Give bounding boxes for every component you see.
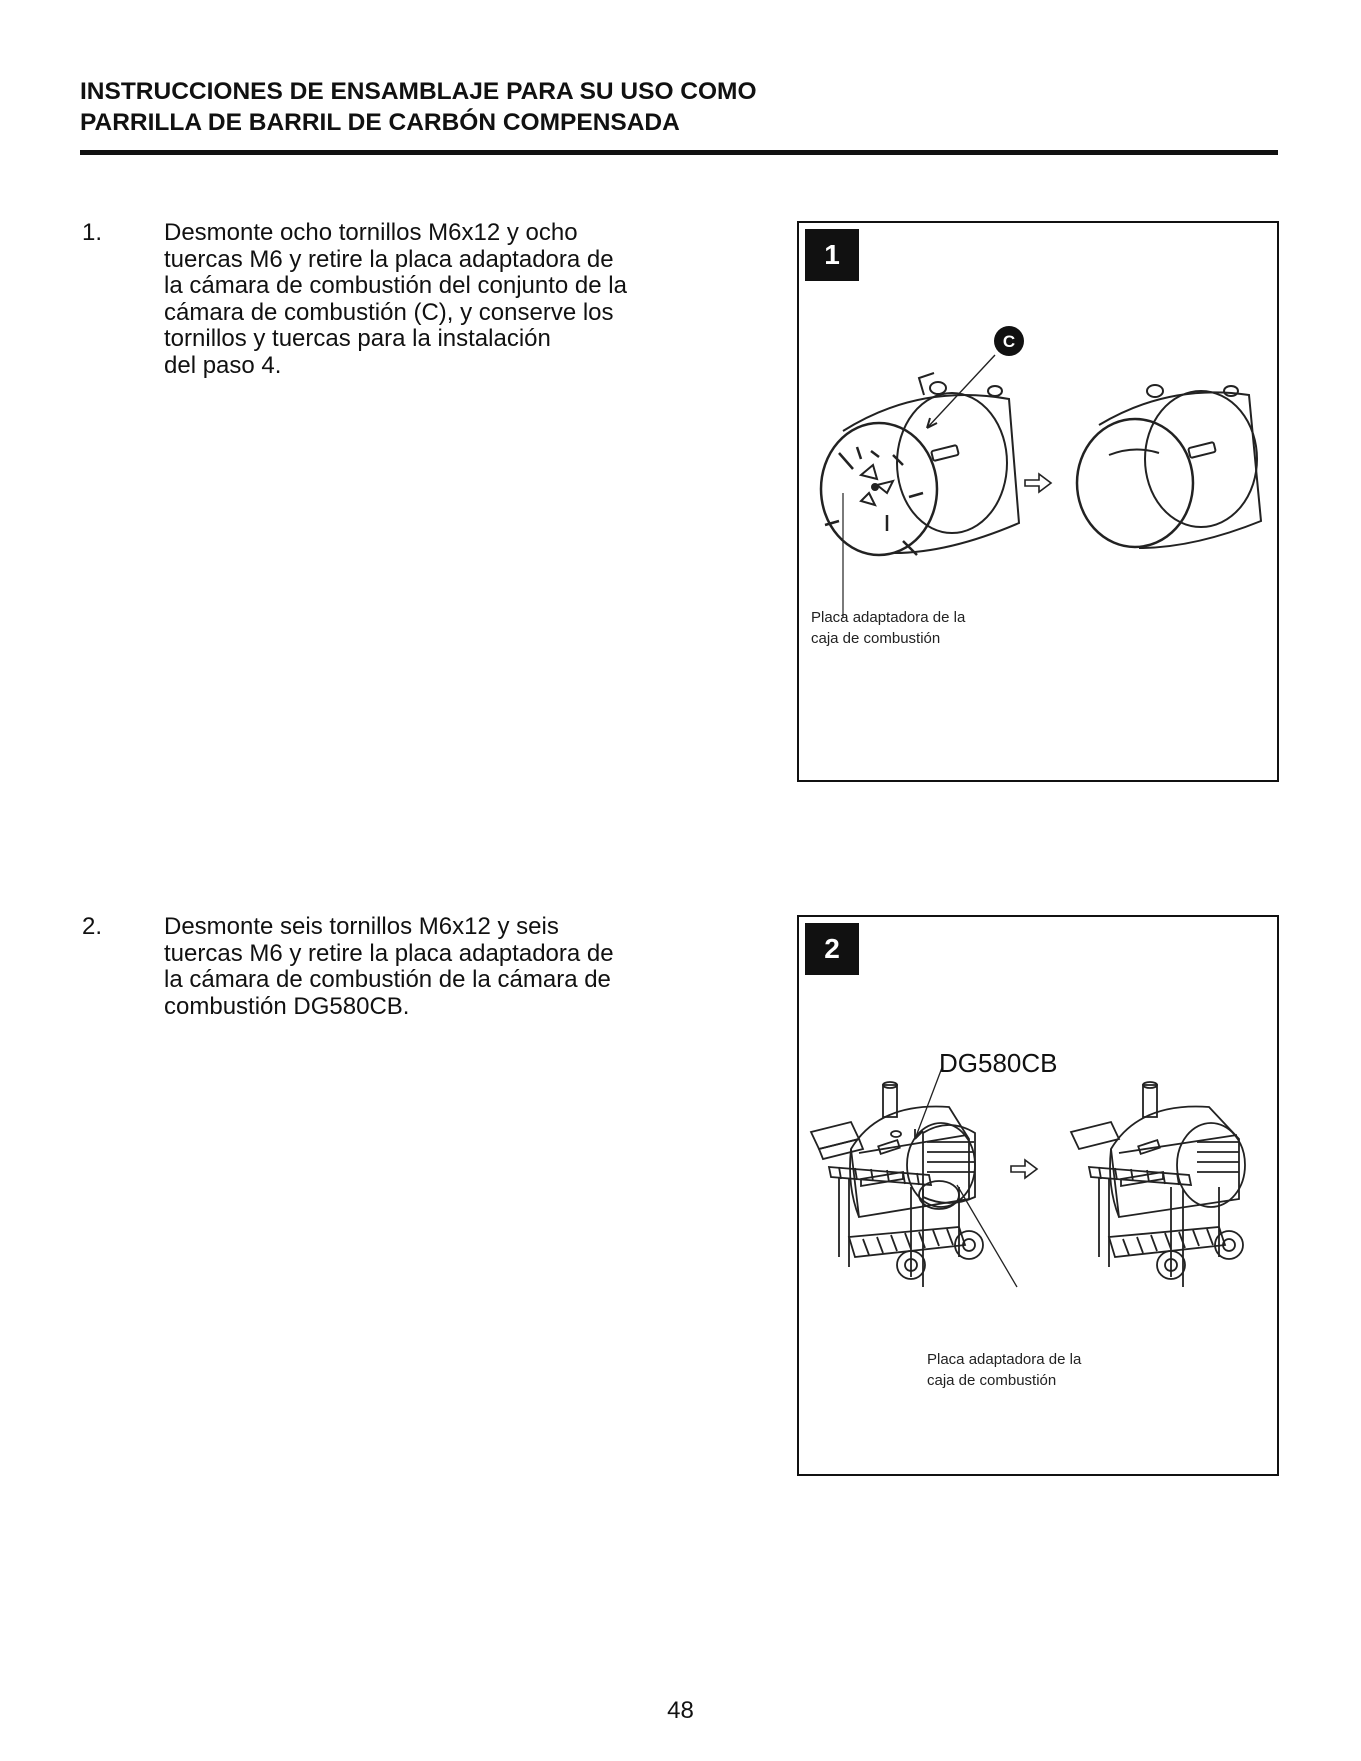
step-1-line: del paso 4.	[164, 351, 282, 379]
adaptor-plate	[821, 423, 937, 555]
figure-1-caption	[811, 607, 965, 649]
arrow-right-icon	[1011, 1160, 1037, 1178]
step-1-number: 1.	[82, 219, 103, 246]
page-number: 48	[667, 1697, 694, 1724]
step-1-line: tornillos y tuercas para la instalación	[164, 325, 551, 352]
step-2-line: combustión DG580CB.	[164, 992, 410, 1020]
step-2-line: Desmonte seis tornillos M6x12 y seis	[164, 913, 559, 940]
step-2-instructions	[164, 914, 724, 1020]
step-2-figure	[797, 915, 1279, 1476]
grill-without-firebox	[1071, 1082, 1245, 1287]
step-2-line: la cámara de combustión de la cámara de	[164, 966, 611, 993]
caption-line: Placa adaptadora de la	[927, 1351, 1082, 1368]
step-badge: 2	[805, 923, 859, 975]
step-1-line: tuercas M6 y retire la placa adaptadora de	[164, 245, 614, 273]
firebox-body	[843, 395, 1019, 553]
firebox-cap-right	[988, 386, 1002, 396]
model-label: DG580CB	[939, 1048, 1058, 1078]
arrow-right-icon	[1025, 474, 1051, 492]
page-title	[80, 76, 1180, 138]
step-1-instructions	[164, 220, 724, 379]
title-line-1: INSTRUCCIONES DE ENSAMBLAJE PARA SU USO COMO	[80, 78, 757, 105]
title-line-2: PARRILLA DE BARRIL DE CARBÓN COMPENSADA	[80, 109, 680, 136]
caption-line: caja de combustión	[811, 630, 941, 647]
figure-2-caption	[927, 1349, 1081, 1391]
step-1-line: cámara de combustión (C), y conserve los	[164, 298, 614, 326]
step-1-figure	[797, 221, 1279, 782]
caption-line: Placa adaptadora de la	[811, 609, 966, 626]
part-c-label: C	[1002, 332, 1016, 351]
firebox-removal-illustration	[799, 223, 1277, 780]
firebox-cap-left	[930, 382, 946, 394]
grill-with-firebox	[811, 1065, 1017, 1287]
header-divider	[80, 150, 1278, 155]
step-badge: 1	[805, 229, 859, 281]
caption-line: caja de combustión	[927, 1372, 1057, 1389]
step-1-line: la cámara de combustión del conjunto de la	[164, 272, 627, 299]
firebox-without-plate	[1077, 385, 1261, 548]
step-2-number: 2.	[82, 913, 103, 940]
step-1-line: Desmonte ocho tornillos M6x12 y ocho	[164, 219, 578, 246]
step-2-line: tuercas M6 y retire la placa adaptadora de	[164, 939, 614, 967]
